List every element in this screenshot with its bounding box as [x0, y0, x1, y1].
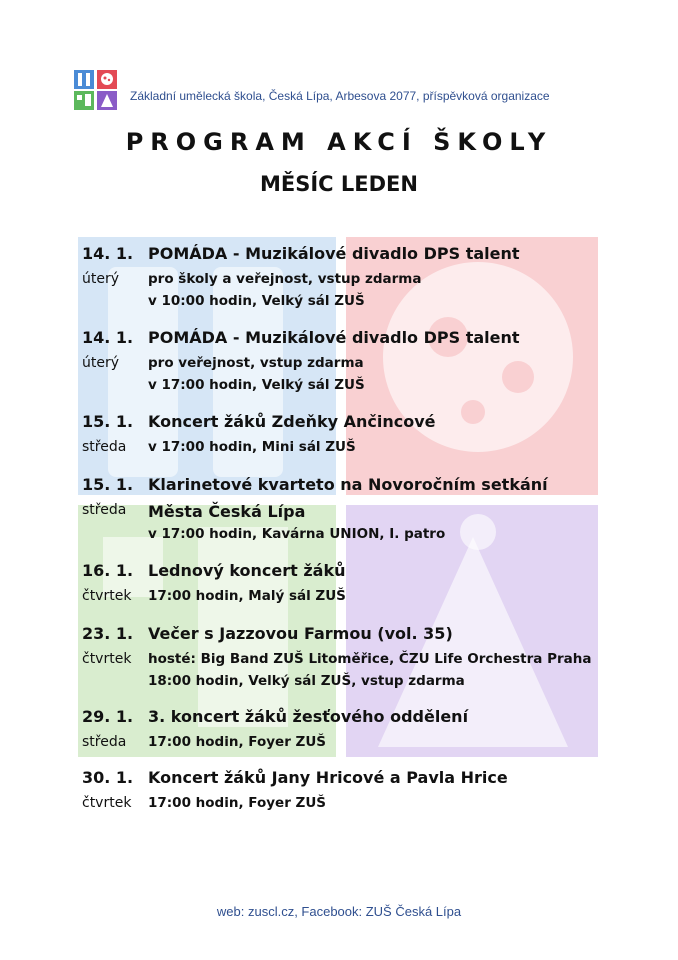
event-day: čtvrtek — [82, 795, 132, 811]
event-name-continued: Města Česká Lípa — [148, 502, 306, 521]
event-detail: pro školy a veřejnost, vstup zdarma — [148, 271, 422, 287]
event-day: středa — [82, 734, 127, 750]
event-date: 23. 1. — [82, 624, 134, 643]
event-detail: 17:00 hodin, Foyer ZUŠ — [148, 734, 327, 750]
event-detail: 17:00 hodin, Malý sál ZUŠ — [148, 588, 346, 604]
event-detail: v 17:00 hodin, Kavárna UNION, I. patro — [148, 526, 446, 542]
page-title: PROGRAM AKCÍ ŠKOLY — [125, 128, 553, 156]
event-date: 14. 1. — [82, 328, 134, 347]
event-name: Koncert žáků Zdeňky Ančincové — [148, 412, 436, 431]
event-name: POMÁDA - Muzikálové divadlo DPS talent — [148, 328, 520, 347]
event-name: Lednový koncert žáků — [148, 561, 346, 580]
event-date: 15. 1. — [82, 412, 134, 431]
event-date: 14. 1. — [82, 244, 134, 263]
event-name: 3. koncert žáků žesťového oddělení — [148, 707, 469, 726]
event-day: čtvrtek — [82, 588, 132, 604]
page-subtitle: MĚSÍC LEDEN — [260, 172, 418, 196]
event-day: úterý — [82, 355, 120, 371]
event-day: středa — [82, 502, 127, 518]
event-name: POMÁDA - Muzikálové divadlo DPS talent — [148, 244, 520, 263]
event-date: 16. 1. — [82, 561, 134, 580]
footer-contact: web: zuscl.cz, Facebook: ZUŠ Česká Lípa — [216, 904, 462, 919]
event-detail: v 10:00 hodin, Velký sál ZUŠ — [148, 293, 365, 309]
event-detail: v 17:00 hodin, Mini sál ZUŠ — [148, 439, 356, 455]
event-day: čtvrtek — [82, 651, 132, 667]
event-date: 15. 1. — [82, 475, 134, 494]
event-date: 29. 1. — [82, 707, 134, 726]
event-detail: hosté: Big Band ZUŠ Litoměřice, ČZU Life Orchestra Praha — [148, 651, 592, 667]
event-name: Koncert žáků Jany Hricové a Pavla Hrice — [148, 768, 508, 787]
event-day: středa — [82, 439, 127, 455]
event-detail: 18:00 hodin, Velký sál ZUŠ, vstup zdarma — [148, 673, 465, 689]
event-date: 30. 1. — [82, 768, 134, 787]
event-name: Klarinetové kvarteto na Novoročním setkání — [148, 475, 548, 494]
school-name: Základní umělecká škola, Česká Lípa, Arbesova 2077, příspěvková organizace — [130, 89, 550, 103]
event-detail: 17:00 hodin, Foyer ZUŠ — [148, 795, 327, 811]
event-name: Večer s Jazzovou Farmou (vol. 35) — [148, 624, 453, 643]
event-detail: v 17:00 hodin, Velký sál ZUŠ — [148, 377, 365, 393]
event-detail: pro veřejnost, vstup zdarma — [148, 355, 364, 371]
event-day: úterý — [82, 271, 120, 287]
